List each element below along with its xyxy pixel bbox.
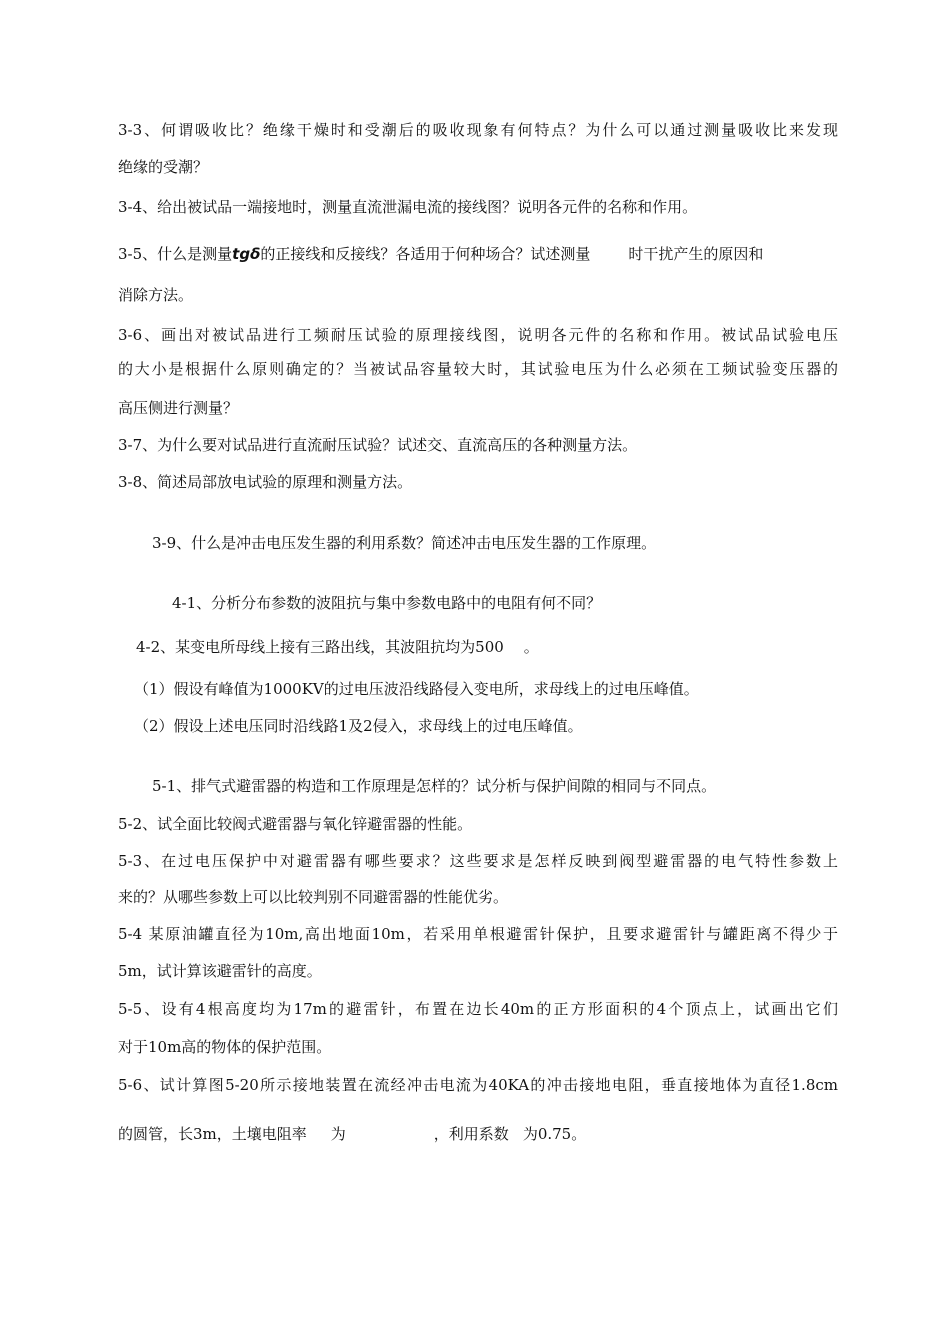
- q5-5-line1: 5-5、设有4根高度均为17m的避雷针，布置在边长40m的正方形面积的4个顶点上，试画出它们: [118, 1000, 838, 1018]
- q5-4-line1: 5-4 某原油罐直径为10m,高出地面10m，若采用单根避雷针保护，且要求避雷针与罐距离不得少于: [118, 925, 838, 943]
- tg-delta-symbol: tgδ: [232, 245, 261, 263]
- q3-3-line1: 3-3、何谓吸收比？绝缘干燥时和受潮后的吸收现象有何特点？为什么可以通过测量吸收比来发现: [118, 121, 838, 139]
- q4-2-sub1: （1）假设有峰值为1000KV的过电压波沿线路侵入变电所，求母线上的过电压峰值。: [134, 680, 699, 698]
- q3-6-line2: 的大小是根据什么原则确定的？当被试品容量较大时，其试验电压为什么必须在工频试验变压器的: [118, 360, 838, 378]
- q3-3-line2: 绝缘的受潮？: [118, 158, 209, 176]
- q3-4-line1: 3-4、给出被试品一端接地时，测量直流泄漏电流的接线图？说明各元件的名称和作用。: [118, 198, 698, 216]
- q3-8-line1: 3-8、简述局部放电试验的原理和测量方法。: [118, 473, 413, 491]
- q4-2-line1a: 4-2、某变电所母线上接有三路出线，其波阻抗均为500: [136, 638, 504, 656]
- q5-2-line1: 5-2、试全面比较阀式避雷器与氧化锌避雷器的性能。: [118, 815, 473, 833]
- q4-2-sub2: （2）假设上述电压同时沿线路1及2侵入，求母线上的过电压峰值。: [134, 717, 583, 735]
- q5-5-line2: 对于10m高的物体的保护范围。: [118, 1038, 332, 1056]
- q4-2-line1: [136, 637, 856, 657]
- q3-6-line1: 3-6、画出对被试品进行工频耐压试验的原理接线图，说明各元件的名称和作用。被试品试验电压: [118, 326, 838, 344]
- q3-6-line3: 高压侧进行测量？: [118, 399, 239, 417]
- q5-6-line2b: 为: [330, 1125, 346, 1143]
- q4-2-line1b: 。: [523, 638, 539, 656]
- q3-5-part1: 3-5、什么是测量: [118, 245, 233, 263]
- q3-5-part2: 的正接线和反接线？各适用于何种场合？试述测量: [260, 245, 591, 263]
- q3-9-line1: 3-9、什么是冲击电压发生器的利用系数？简述冲击电压发生器的工作原理。: [152, 534, 657, 552]
- q5-1-line1: 5-1、排气式避雷器的构造和工作原理是怎样的？试分析与保护间隙的相同与不同点。: [152, 777, 717, 795]
- q5-3-line2: 来的？从哪些参数上可以比较判别不同避雷器的性能优劣。: [118, 888, 509, 906]
- q5-4-line2: 5m，试计算该避雷针的高度。: [118, 962, 322, 980]
- q3-5-line1: [118, 244, 838, 264]
- q5-6-line2: [118, 1124, 838, 1144]
- q5-6-line2d: 为0.75。: [522, 1125, 587, 1143]
- q4-1-line1: 4-1、分析分布参数的波阻抗与集中参数电路中的电阻有何不同？: [172, 594, 602, 612]
- q3-7-line1: 3-7、为什么要对试品进行直流耐压试验？试述交、直流高压的各种测量方法。: [118, 436, 638, 454]
- q5-6-line1: 5-6、试计算图5-20所示接地装置在流经冲击电流为40KA的冲击接地电阻，垂直接地体为直径1.8cm: [118, 1076, 838, 1094]
- q3-5-line2: 消除方法。: [118, 286, 194, 304]
- q5-6-line2a: 的圆管，长3m，土壤电阻率: [118, 1125, 307, 1143]
- q5-6-line2c: ，利用系数: [433, 1125, 509, 1143]
- q3-5-part3: 时干扰产生的原因和: [628, 245, 764, 263]
- q5-3-line1: 5-3、在过电压保护中对避雷器有哪些要求？这些要求是怎样反映到阀型避雷器的电气特性参数上: [118, 852, 838, 870]
